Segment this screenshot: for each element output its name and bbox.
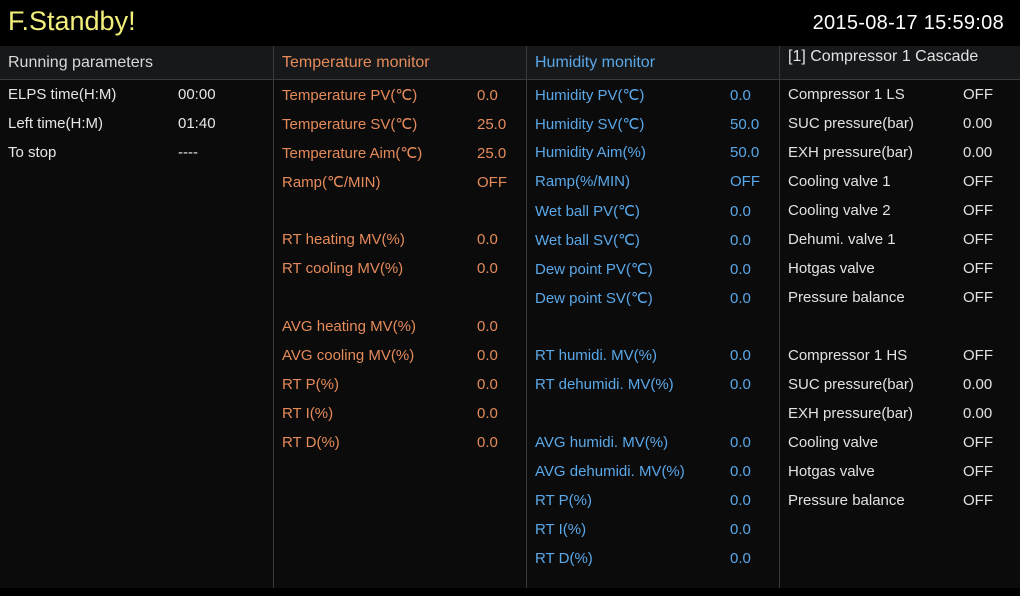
- row-value: 0.0: [730, 463, 751, 480]
- row-value: 0.0: [730, 521, 751, 538]
- table-row[interactable]: [780, 173, 1020, 202]
- row-value: OFF: [963, 260, 993, 277]
- running-parameters-rows: [0, 80, 273, 173]
- row-value: 0.0: [730, 492, 751, 509]
- row-label: Ramp(℃/MIN): [282, 174, 381, 191]
- row-label: RT P(%): [535, 492, 592, 509]
- row-value: OFF: [963, 463, 993, 480]
- row-value: OFF: [963, 289, 993, 306]
- table-row[interactable]: [780, 405, 1020, 434]
- row-label: Temperature PV(℃): [282, 87, 418, 104]
- row-value: 0.0: [477, 231, 498, 248]
- row-spacer: [274, 289, 526, 318]
- table-row[interactable]: [274, 260, 526, 289]
- row-value: OFF: [730, 173, 760, 190]
- row-value: 0.0: [477, 318, 498, 335]
- panel-title-humidity-monitor: Humidity monitor: [527, 46, 779, 80]
- row-label: RT dehumidi. MV(%): [535, 376, 674, 393]
- table-row[interactable]: [274, 376, 526, 405]
- row-value: 0.0: [730, 347, 751, 364]
- row-label: Pressure balance: [788, 289, 905, 306]
- row-value: 0.00: [963, 376, 993, 393]
- table-row[interactable]: [780, 492, 1020, 521]
- row-value: OFF: [963, 202, 993, 219]
- panel-compressor-1-cascade: [780, 46, 1020, 588]
- table-row[interactable]: [527, 463, 779, 492]
- table-row[interactable]: [274, 231, 526, 260]
- row-label: Hotgas valve: [788, 260, 875, 277]
- row-value: OFF: [477, 174, 507, 191]
- row-label: Temperature Aim(℃): [282, 145, 423, 162]
- table-row[interactable]: [274, 347, 526, 376]
- row-value: 0.0: [730, 261, 751, 278]
- row-value: OFF: [963, 434, 993, 451]
- table-row[interactable]: [274, 173, 526, 202]
- row-label: AVG humidi. MV(%): [535, 434, 669, 451]
- table-row[interactable]: [780, 202, 1020, 231]
- table-row[interactable]: [780, 260, 1020, 289]
- table-row[interactable]: [780, 289, 1020, 318]
- row-spacer: [527, 405, 779, 434]
- table-row[interactable]: [527, 86, 779, 115]
- row-value: 0.0: [730, 550, 751, 567]
- row-value: 01:40: [178, 115, 216, 132]
- row-label: RT D(%): [535, 550, 593, 567]
- table-row[interactable]: [527, 434, 779, 463]
- table-row[interactable]: [780, 144, 1020, 173]
- table-row[interactable]: [527, 376, 779, 405]
- row-label: RT heating MV(%): [282, 231, 405, 248]
- row-value: 25.0: [477, 145, 507, 162]
- row-value: 0.0: [477, 347, 498, 364]
- table-row[interactable]: [0, 86, 273, 115]
- row-value: 50.0: [730, 144, 760, 161]
- table-row[interactable]: [527, 144, 779, 173]
- humidity-monitor-rows: [527, 80, 779, 579]
- table-row[interactable]: [274, 434, 526, 463]
- row-value: 0.0: [477, 87, 498, 104]
- datetime-display: 2015-08-17 15:59:08: [812, 11, 1004, 34]
- row-spacer: [780, 318, 1020, 347]
- row-value: 00:00: [178, 86, 216, 103]
- row-value: OFF: [963, 86, 993, 103]
- table-row[interactable]: [274, 86, 526, 115]
- row-label: Humidity SV(℃): [535, 116, 645, 133]
- table-row[interactable]: [780, 376, 1020, 405]
- row-value: 50.0: [730, 116, 760, 133]
- row-label: Wet ball PV(℃): [535, 203, 640, 220]
- table-row[interactable]: [780, 347, 1020, 376]
- row-value: OFF: [963, 347, 993, 364]
- row-label: RT P(%): [282, 376, 339, 393]
- bottom-bar: [0, 588, 1020, 596]
- table-row[interactable]: [274, 115, 526, 144]
- row-label: Dew point PV(℃): [535, 261, 653, 278]
- row-label: AVG cooling MV(%): [282, 347, 415, 364]
- row-label: Cooling valve: [788, 434, 879, 451]
- row-value: 25.0: [477, 116, 507, 133]
- row-label: Dehumi. valve 1: [788, 231, 896, 248]
- row-value: ----: [178, 144, 198, 161]
- row-spacer: [274, 202, 526, 231]
- row-label: Cooling valve 1: [788, 173, 891, 190]
- row-value: 0.0: [730, 232, 751, 249]
- row-value: 0.0: [730, 203, 751, 220]
- row-label: RT I(%): [535, 521, 587, 538]
- row-label: Wet ball SV(℃): [535, 232, 640, 249]
- row-spacer: [527, 318, 779, 347]
- table-row[interactable]: [274, 318, 526, 347]
- row-label: Left time(H:M): [8, 115, 104, 132]
- row-label: EXH pressure(bar): [788, 405, 914, 422]
- row-value: 0.0: [730, 434, 751, 451]
- row-value: 0.0: [477, 260, 498, 277]
- row-label: Cooling valve 2: [788, 202, 891, 219]
- table-row[interactable]: [780, 86, 1020, 115]
- table-row[interactable]: [0, 115, 273, 144]
- table-row[interactable]: [527, 202, 779, 231]
- row-value: 0.0: [477, 376, 498, 393]
- table-row[interactable]: [527, 521, 779, 550]
- row-label: RT humidi. MV(%): [535, 347, 657, 364]
- table-row[interactable]: [780, 231, 1020, 260]
- table-row[interactable]: [274, 144, 526, 173]
- row-value: 0.00: [963, 115, 993, 132]
- monitor-panels: [0, 46, 1020, 588]
- table-row[interactable]: [780, 434, 1020, 463]
- row-label: Ramp(%/MIN): [535, 173, 631, 190]
- machine-status-title: F.Standby!: [8, 6, 136, 36]
- row-value: 0.0: [730, 87, 751, 104]
- table-row[interactable]: [527, 173, 779, 202]
- row-label: Hotgas valve: [788, 463, 875, 480]
- row-label: Humidity Aim(%): [535, 144, 646, 161]
- row-label: AVG dehumidi. MV(%): [535, 463, 685, 480]
- row-value: 0.0: [477, 434, 498, 451]
- table-row[interactable]: [527, 347, 779, 376]
- table-row[interactable]: [780, 463, 1020, 492]
- row-value: 0.0: [730, 290, 751, 307]
- row-label: ELPS time(H:M): [8, 86, 117, 103]
- table-row[interactable]: [527, 231, 779, 260]
- panel-title-compressor-1-cascade: [1] Compressor 1 Cascade: [780, 46, 1020, 80]
- table-row[interactable]: [527, 289, 779, 318]
- row-label: Compressor 1 LS: [788, 86, 905, 103]
- row-label: Compressor 1 HS: [788, 347, 908, 364]
- row-value: OFF: [963, 173, 993, 190]
- top-status-bar: [0, 0, 1020, 46]
- row-label: Dew point SV(℃): [535, 290, 653, 307]
- table-row[interactable]: [527, 492, 779, 521]
- row-label: RT D(%): [282, 434, 340, 451]
- temperature-monitor-rows: [274, 80, 526, 463]
- panel-temperature-monitor: [274, 46, 527, 588]
- row-value: 0.0: [730, 376, 751, 393]
- row-value: 0.00: [963, 405, 993, 422]
- row-label: RT I(%): [282, 405, 334, 422]
- row-label: EXH pressure(bar): [788, 144, 914, 161]
- row-label: AVG heating MV(%): [282, 318, 416, 335]
- panel-title-temperature-monitor: Temperature monitor: [274, 46, 526, 80]
- table-row[interactable]: [0, 144, 273, 173]
- row-value: OFF: [963, 231, 993, 248]
- row-label: To stop: [8, 144, 57, 161]
- row-label: Pressure balance: [788, 492, 905, 509]
- row-value: 0.0: [477, 405, 498, 422]
- row-label: SUC pressure(bar): [788, 376, 914, 393]
- panel-humidity-monitor: [527, 46, 780, 588]
- row-label: Temperature SV(℃): [282, 116, 418, 133]
- row-value: 0.00: [963, 144, 993, 161]
- table-row[interactable]: [527, 115, 779, 144]
- table-row[interactable]: [527, 550, 779, 579]
- row-label: RT cooling MV(%): [282, 260, 404, 277]
- row-label: Humidity PV(℃): [535, 87, 645, 104]
- table-row[interactable]: [527, 260, 779, 289]
- compressor-1-cascade-rows: [780, 80, 1020, 521]
- table-row[interactable]: [780, 115, 1020, 144]
- panel-running-parameters: [0, 46, 274, 588]
- panel-title-running-parameters: Running parameters: [0, 46, 273, 80]
- row-label: SUC pressure(bar): [788, 115, 914, 132]
- table-row[interactable]: [274, 405, 526, 434]
- row-value: OFF: [963, 492, 993, 509]
